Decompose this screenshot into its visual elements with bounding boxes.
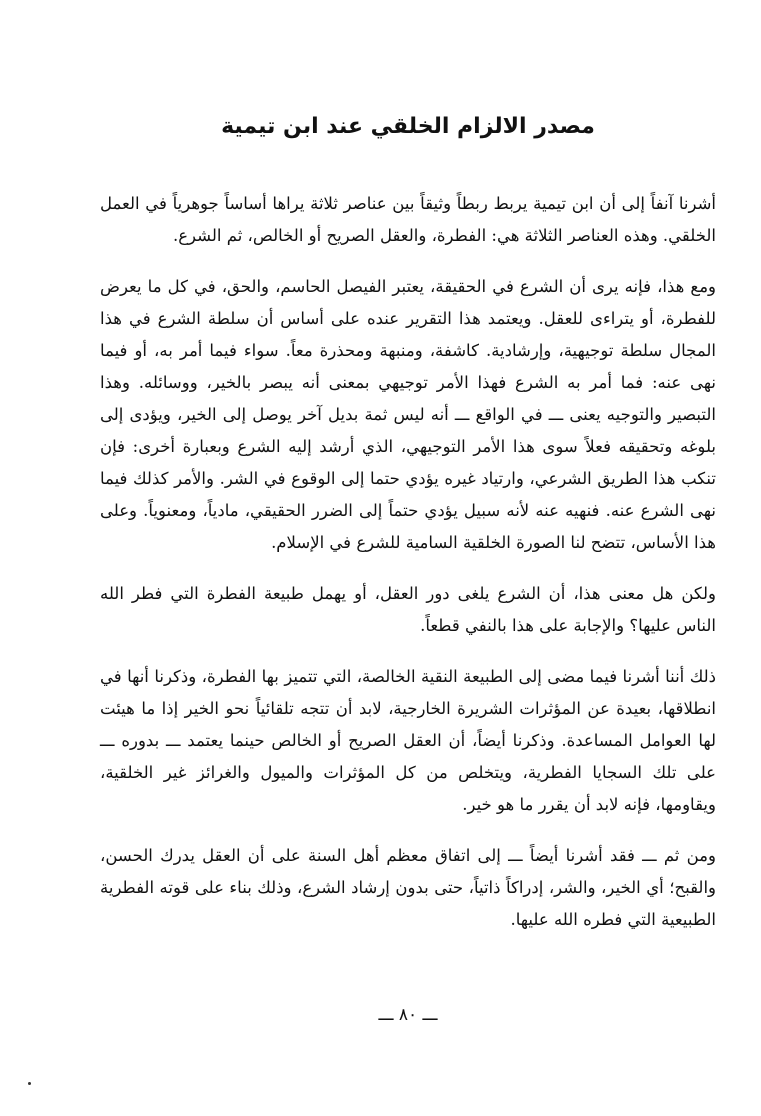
- chapter-title: مصدر الالزام الخلقي عند ابن تيمية: [221, 114, 595, 139]
- body-text: [100, 188, 716, 955]
- paragraph: ولكن هل معنى هذا، أن الشرع يلغى دور العقل، أو يهمل طبيعة الفطرة التي فطر الله الناس عليها؟ والإجابة على هذا بالنفي قطعاً.: [100, 584, 716, 635]
- scan-speck: [28, 1082, 31, 1085]
- page-number: ـــ ٨٠ ـــ: [378, 1005, 438, 1025]
- book-page: [100, 0, 716, 1116]
- paragraph: ذلك أننا أشرنا فيما مضى إلى الطبيعة النقية الخالصة، التي تتميز بها الفطرة، وذكرنا أنها في انطلاقها، بعيدة عن المؤثرات الشريرة الخارجية، لابد أن تتجه تلقائياً نحو الخير إذا ما هيئت لها العوامل المساعدة. وذكرنا أيضاً، أن العقل الصريح أو الخالص حينما يعتمد ـــ بدوره ـــ على تلك السجايا الفطرية، ويتخلص من كل المؤثرات والميول والغرائز غير الخلقية، ويقاومها، فإنه لابد أن يقرر ما هو خير.: [100, 667, 716, 814]
- paragraph: ومع هذا، فإنه يرى أن الشرع في الحقيقة، يعتبر الفيصل الحاسم، والحق، في كل ما يعرض للفطرة، أو يتراءى للعقل. ويعتمد هذا التقرير عنده على أساس أن سلطة الشرع في هذا المجال سلطة توجيهية، وإرشادية. كاشفة، ومنبهة ومحذرة معاً. سواء فيما أمر به، أو فيما نهى عنه: فما أمر به الشرع فهذا الأمر توجيهي بمعنى أنه يبصر بالخير، ووسائله. وهذا التبصير والتوجيه يعنى ـــ في الواقع ـــ أنه ليس ثمة بديل آخر يوصل إلى الخير، ويؤدى إلى بلوغه وتحقيقه فعلاً سوى هذا الأمر التوجيهي، الذي أرشد إليه الشرع وبعبارة أخرى: فإن تنكب هذا الطريق الشرعي، وارتياد غيره يؤدي حتما إلى الوقوع في الشر. والأمر كذلك فيما نهى الشرع عنه. فنهيه عنه لأنه سبيل يؤدي حتماً إلى الضرر الحقيقي، مادياً، ومعنوياً. وعلى هذا الأساس، تتضح لنا الصورة الخلقية السامية للشرع في الإسلام.: [100, 277, 716, 552]
- paragraph: ومن ثم ـــ فقد أشرنا أيضاً ـــ إلى اتفاق معظم أهل السنة على أن العقل يدرك الحسن، والقبح؛ أي الخير، والشر، إدراكاً ذاتياً، حتى بدون إرشاد الشرع، وذلك بناء على قوته الفطرية الطبيعية التي فطره الله عليها.: [100, 846, 716, 929]
- paragraph: أشرنا آنفاً إلى أن ابن تيمية يربط ربطاً وثيقاً بين عناصر ثلاثة يراها أساساً جوهرياً في العمل الخلقي. وهذه العناصر الثلاثة هي: الفطرة، والعقل الصريح أو الخالص، ثم الشرع.: [100, 194, 716, 245]
